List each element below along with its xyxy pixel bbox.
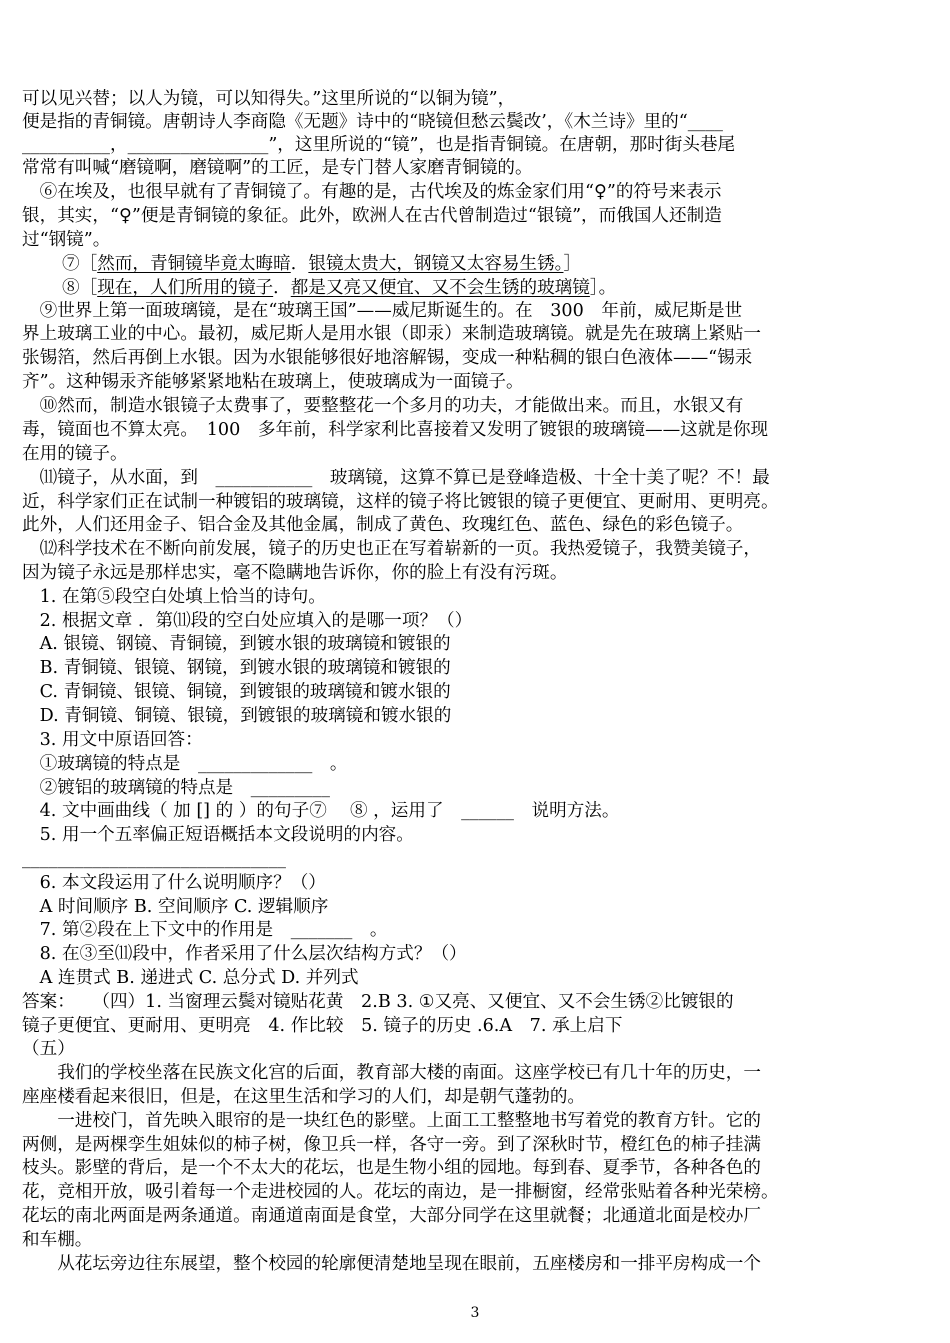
marked-sentence-7: ⑦［然而，青铜镜毕竟太晦暗．银镜太贵大，钢镜又太容易生锈。］ — [62, 254, 582, 274]
section-heading: （五） — [22, 1039, 75, 1059]
question-3-2: ②镀铝的玻璃镜的特点是 _________ — [22, 778, 330, 798]
text-line: 和车棚。 — [22, 1230, 93, 1250]
option-a: A. 银镜、钢镜、青铜镜，到镀水银的玻璃镜和镀银的 — [22, 634, 451, 654]
question-4: 4. 文中画曲线（ 加 [] 的 ）的句子⑦ ⑧ ，运用了 ______ 说明方法。 — [22, 801, 620, 821]
text-line: __________，________________”，这里所说的“镜”，也是指青铜镜。在唐朝，那时街头巷尾 — [22, 135, 736, 155]
question-6: 6. 本文段运用了什么说明顺序？（） — [22, 873, 326, 893]
text-line: 齐”。这种锡汞齐能够紧紧地粘在玻璃上，使玻璃成为一面镜子。 — [22, 372, 524, 392]
marked-sentence-8: ⑧［现在，人们所用的镜子．都是又亮又便宜、又不会生锈的玻璃镜］。 — [62, 278, 617, 298]
text-line: 枝头。影壁的背后，是一个不太大的花坛，也是生物小组的园地。每到春、夏季节，各种各色的 — [22, 1158, 761, 1178]
question-2: 2. 根据文章 ．第⑾段的空白处应填入的是哪一项？（） — [22, 611, 473, 631]
text-line: 可以见兴替；以人为镜，可以知得失。”这里所说的“以铜为镜”， — [22, 89, 516, 109]
text-line: 张锡箔，然后再倒上水银。因为水银能够很好地溶解锡，变成一种粘稠的银白色液体——“锡汞 — [22, 348, 753, 368]
text-line: 从花坛旁边往东展望，整个校园的轮廓便清楚地呈现在眼前，五座楼房和一排平房构成一个 — [22, 1254, 761, 1274]
answer-blank: ______________________________ — [22, 849, 286, 869]
answers-line: 答案： （四）1. 当窗理云鬓对镜贴花黄 2.B 3. ①又亮、又便宜、又不会生锈②比镀银的 — [22, 992, 734, 1012]
text-line: ⑿科学技术在不断向前发展，镜子的历史也正在写着崭新的一页。我热爱镜子，我赞美镜子， — [22, 539, 761, 559]
question-8-options: A 连贯式 B. 递进式 C. 总分式 D. 并列式 — [22, 968, 359, 988]
question-7: 7. 第②段在上下文中的作用是 _______ 。 — [22, 920, 388, 940]
text-line: 常常有叫喊“磨镜啊，磨镜啊”的工匠，是专门替人家磨青铜镜的。 — [22, 158, 533, 178]
text-line: 在用的镜子。 — [22, 444, 128, 464]
text-line: ⑾镜子，从水面，到 ___________ 玻璃镜，这算不算已是登峰造极、十全十美了呢？不！最 — [22, 468, 770, 488]
question-1: 1. 在第⑤段空白处填上恰当的诗句。 — [22, 587, 326, 607]
text-line: 便是指的青铜镜。唐朝诗人李商隐《无题》诗中的“晓镜但愁云鬓改’，《木兰诗》里的“____ — [22, 112, 723, 132]
text-line: 座座楼看起来很旧，但是，在这里生活和学习的人们，却是朝气蓬勃的。 — [22, 1087, 586, 1107]
text-line: 近，科学家们正在试制一种镀铝的玻璃镜，这样的镜子将比镀银的镜子更便宜、更耐用、更明亮。 — [22, 492, 779, 512]
text-line: 过“钢镜”。 — [22, 230, 111, 250]
text-line: 此外，人们还用金子、铝合金及其他金属，制成了黄色、玫瑰红色、蓝色、绿色的彩色镜子。 — [22, 515, 744, 535]
question-3: 3. 用文中原语回答： — [22, 730, 203, 750]
text-line: 花，竞相开放，吸引着每一个走进校园的人。花坛的南边，是一排橱窗，经常张贴着各种光荣榜。 — [22, 1182, 779, 1202]
page-number: 3 — [470, 1305, 480, 1321]
text-line: 毒，镜面也不算太亮。 100 多年前，科学家利比喜接着又发明了镀银的玻璃镜——这就是你现 — [22, 420, 769, 440]
text-line: ⑩然而，制造水银镜子太费事了，要整整花一个多月的功夫，才能做出来。而且，水银又有 — [22, 396, 744, 416]
option-d: D. 青铜镜、铜镜、银镜，到镀银的玻璃镜和镀水银的 — [22, 706, 452, 726]
question-8: 8. 在③至⑾段中，作者采用了什么层次结构方式？（） — [22, 944, 467, 964]
question-3-1: ①玻璃镜的特点是 _____________ 。 — [22, 754, 348, 774]
text-line: 我们的学校坐落在民族文化宫的后面，教育部大楼的南面。这座学校已有几十年的历史，一 — [22, 1063, 761, 1083]
option-b: B. 青铜镜、银镜、钢镜，到镀水银的玻璃镜和镀银的 — [22, 658, 451, 678]
text-line: 一进校门，首先映入眼帘的是一块红色的影壁。上面工工整整地书写着党的教育方针。它的 — [22, 1111, 761, 1131]
text-line: 花坛的南北两面是两条通道。南通道南面是食堂，大部分同学在这里就餐；北通道北面是校办厂 — [22, 1206, 761, 1226]
question-5: 5. 用一个五率偏正短语概括本文段说明的内容。 — [22, 825, 414, 845]
option-c: C. 青铜镜、银镜、铜镜，到镀银的玻璃镜和镀水银的 — [22, 682, 451, 702]
text-line: ⑥在埃及，也很早就有了青铜镜了。有趣的是，古代埃及的炼金家们用“♀”的符号来表示 — [22, 182, 722, 202]
answers-line: 镜子更便宜、更耐用、更明亮 4. 作比较 5. 镜子的历史 .6.A 7. 承上启下 — [22, 1016, 623, 1036]
text-line: ⑨世界上第一面玻璃镜，是在“玻璃王国”——威尼斯诞生的。在 300 年前，威尼斯是世 — [22, 301, 743, 321]
text-line: 两侧，是两棵孪生姐妹似的柿子树，像卫兵一样，各守一旁。到了深秋时节，橙红色的柿子挂满 — [22, 1135, 761, 1155]
question-6-options: A 时间顺序 B. 空间顺序 C. 逻辑顺序 — [22, 897, 329, 917]
text-line: 因为镜子永远是那样忠实，毫不隐瞒地告诉你，你的脸上有没有污斑。 — [22, 563, 568, 583]
text-line: 界上玻璃工业的中心。最初，威尼斯人是用水银（即汞）来制造玻璃镜。就是先在玻璃上紧贴一 — [22, 324, 761, 344]
text-line: 银，其实，“♀”便是青铜镜的象征。此外，欧洲人在古代曾制造过“银镜”，而俄国人还制造 — [22, 206, 722, 226]
